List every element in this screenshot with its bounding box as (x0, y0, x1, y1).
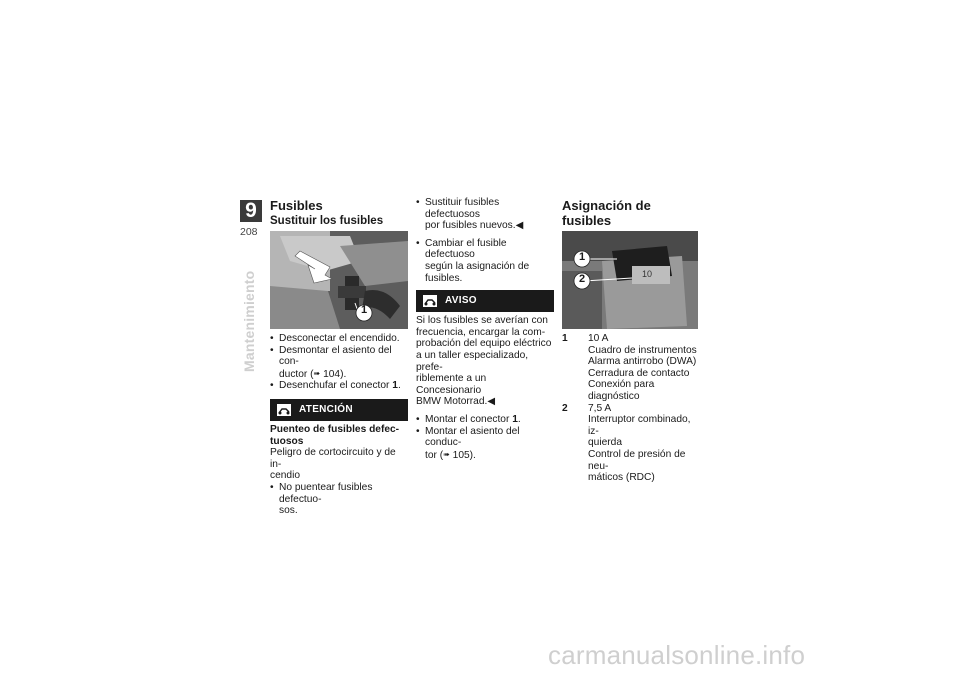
subsection-title: Sustituir los fusibles (270, 215, 384, 227)
column-2 (416, 197, 554, 461)
notice-text: Si los fusibles se averían con frecuencia, encargar la com- probación del equipo eléctrico a un taller especializado, prefe- riblemente a un Concesionario BMW Motorrad.◀ (416, 315, 552, 408)
list-item: • Montar el asiento del conduc- tor (➠ 105). (416, 426, 554, 462)
steps-list-1 (270, 333, 408, 392)
watermark: carmanualsonline.info (548, 640, 806, 670)
fuse-assignment-title: Asignación de fusibles (562, 198, 651, 228)
list-item: • Desenchufar el conector 1. (270, 380, 408, 392)
section-title: Fusibles (270, 198, 323, 213)
chapter-number: 9 (240, 200, 262, 222)
notice-label: AVISO (445, 295, 477, 307)
fuse-legend (562, 333, 700, 484)
figure1-callout-1: 1 (360, 304, 368, 316)
connector-illustration (270, 231, 408, 329)
caution-list (270, 482, 408, 517)
figure2-callout-1: 1 (578, 251, 586, 263)
list-item: • No puentear fusibles defectuo- sos. (270, 482, 408, 517)
list-item: • Desmontar el asiento del con- ductor (➠ 104). (270, 345, 408, 381)
page-number: 208 (240, 226, 258, 238)
figure-fuse-box-photo (562, 231, 698, 329)
chapter-side-title: Mantenimiento (241, 270, 257, 372)
fuse-label: 10 (642, 269, 653, 279)
motorcycle-warning-icon (277, 404, 291, 416)
notice-banner (416, 290, 554, 312)
list-item: • Sustituir fusibles defectuosos por fusibles nuevos.◀ (416, 197, 554, 232)
steps-list-3 (416, 414, 554, 461)
figure-connector-photo (270, 231, 408, 329)
column-1 (270, 198, 408, 517)
caution-label: ATENCIÓN (299, 404, 353, 416)
steps-list-2 (416, 197, 554, 284)
figure2-callout-2: 2 (578, 273, 586, 285)
column-3 (562, 198, 700, 484)
list-item: • Montar el conector 1. (416, 414, 554, 426)
page-ref-arrow-icon: ➠ (443, 449, 450, 459)
caution-text: Peligro de cortocircuito y de in- cendio (270, 447, 396, 482)
caution-banner (270, 399, 408, 421)
list-item: • Desconectar el encendido. (270, 333, 408, 345)
motorcycle-notice-icon (423, 295, 437, 307)
caution-heading: Puenteo de fusibles defec- tuosos (270, 423, 400, 447)
list-item: • Cambiar el fusible defectuoso según la asignación de fusibles. (416, 238, 554, 284)
page-ref-arrow-icon: ➠ (313, 368, 321, 378)
end-marker: ◀ (487, 396, 496, 408)
end-marker: ◀ (515, 220, 524, 232)
fuse-legend-row: 1 10 A Cuadro de instrumentos Alarma antirrobo (DWA) Cerradura de contacto Conexión para diagnóstico (562, 333, 697, 402)
fuse-legend-row: 2 7,5 A Interruptor combinado, iz- quierda Control de presión de neu- máticos (RDC) (562, 402, 691, 484)
